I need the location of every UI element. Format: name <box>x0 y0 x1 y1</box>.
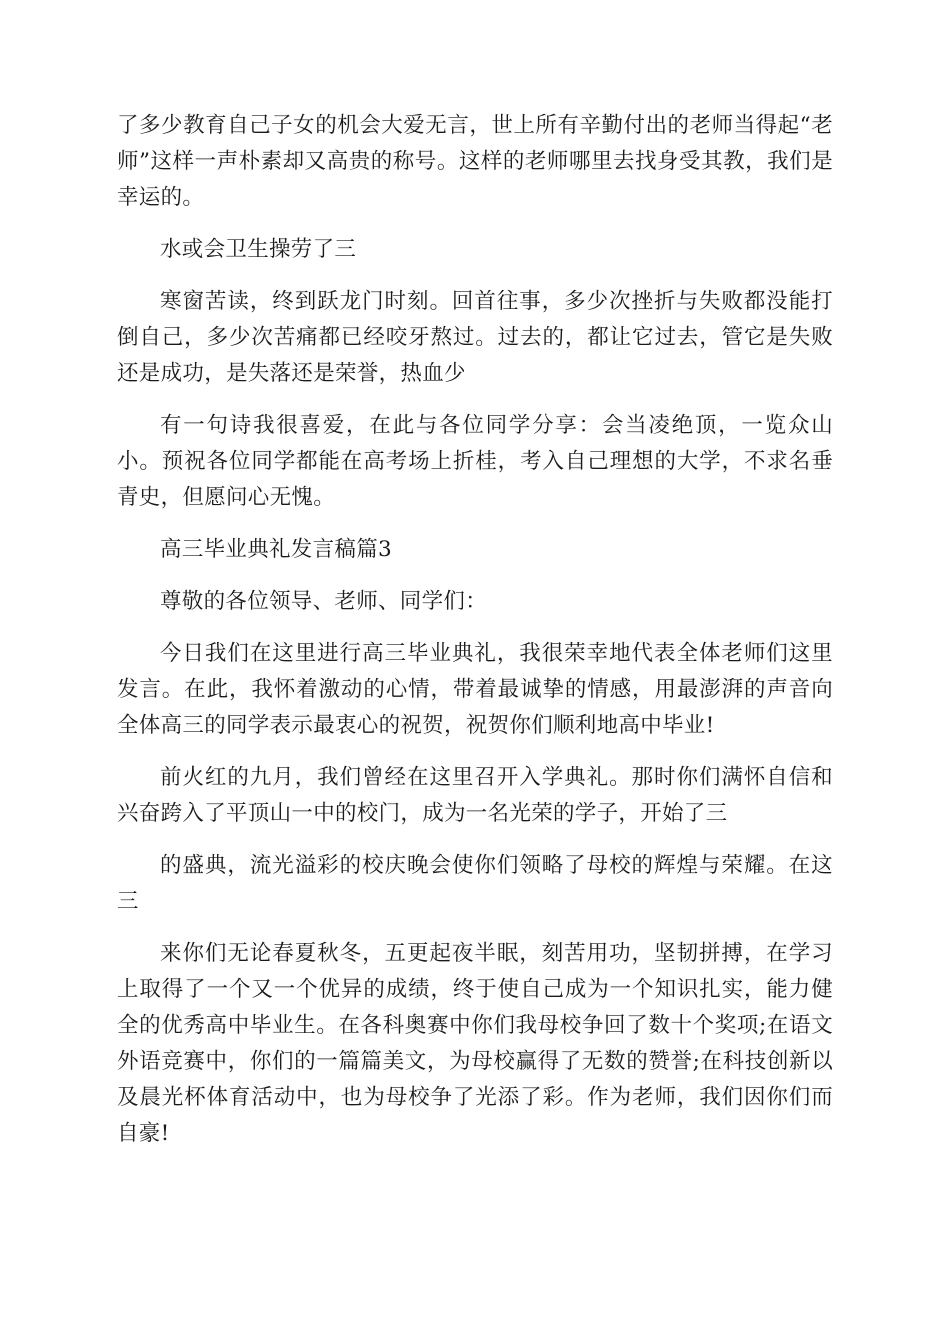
document-body <box>117 108 833 1168</box>
paragraph-3: 寒窗苦读，终到跃龙门时刻。回首往事，多少次挫折与失败都没能打倒自己，多少次苦痛都已经咬牙熬过。过去的，都让它过去，管它是失败还是成功，是失落还是荣誉，热血少 <box>117 289 833 386</box>
paragraph-7: 今日我们在这里进行高三毕业典礼，我很荣幸地代表全体老师们这里发言。在此，我怀着激动的心情，带着最诚挚的情感，用最澎湃的声音向全体高三的同学表示最衷心的祝贺，祝贺你们顺利地高中毕业! <box>117 641 833 738</box>
salutation: 尊敬的各位领导、老师、同学们： <box>160 589 488 614</box>
section-heading: 高三毕业典礼发言稿篇3 <box>160 537 392 562</box>
paragraph-2: 水或会卫生操劳了三 <box>160 237 357 262</box>
paragraph-9: 的盛典，流光溢彩的校庆晚会使你们领略了母校的辉煌与荣耀。在这三 <box>117 853 833 914</box>
paragraph-1: 了多少教育自己子女的机会大爱无言，世上所有辛勤付出的老师当得起“老师”这样一声朴素却又高贵的称号。这样的老师哪里去找身受其教，我们是幸运的。 <box>117 113 833 210</box>
paragraph-10: 来你们无论春夏秋冬，五更起夜半眠，刻苦用功，坚韧拼搏，在学习上取得了一个又一个优异的成绩，终于使自己成为一个知识扎实，能力健全的优秀高中毕业生。在各科奥赛中你们我母校争回了数十个奖项;在语文外语竞赛中，你们的一篇篇美文，为母校赢得了无数的赞誉;在科技创新以及晨光杯体育活动中，也为母校争了光添了彩。作为老师，我们因你们而自豪! <box>117 941 833 1146</box>
paragraph-4: 有一句诗我很喜爱，在此与各位同学分享：会当凌绝顶，一览众山小。预祝各位同学都能在高考场上折桂，考入自己理想的大学，不求名垂青史，但愿问心无愧。 <box>117 413 833 510</box>
paragraph-8: 前火红的九月，我们曾经在这里召开入学典礼。那时你们满怀自信和兴奋跨入了平顶山一中的校门，成为一名光荣的学子，开始了三 <box>117 765 833 826</box>
